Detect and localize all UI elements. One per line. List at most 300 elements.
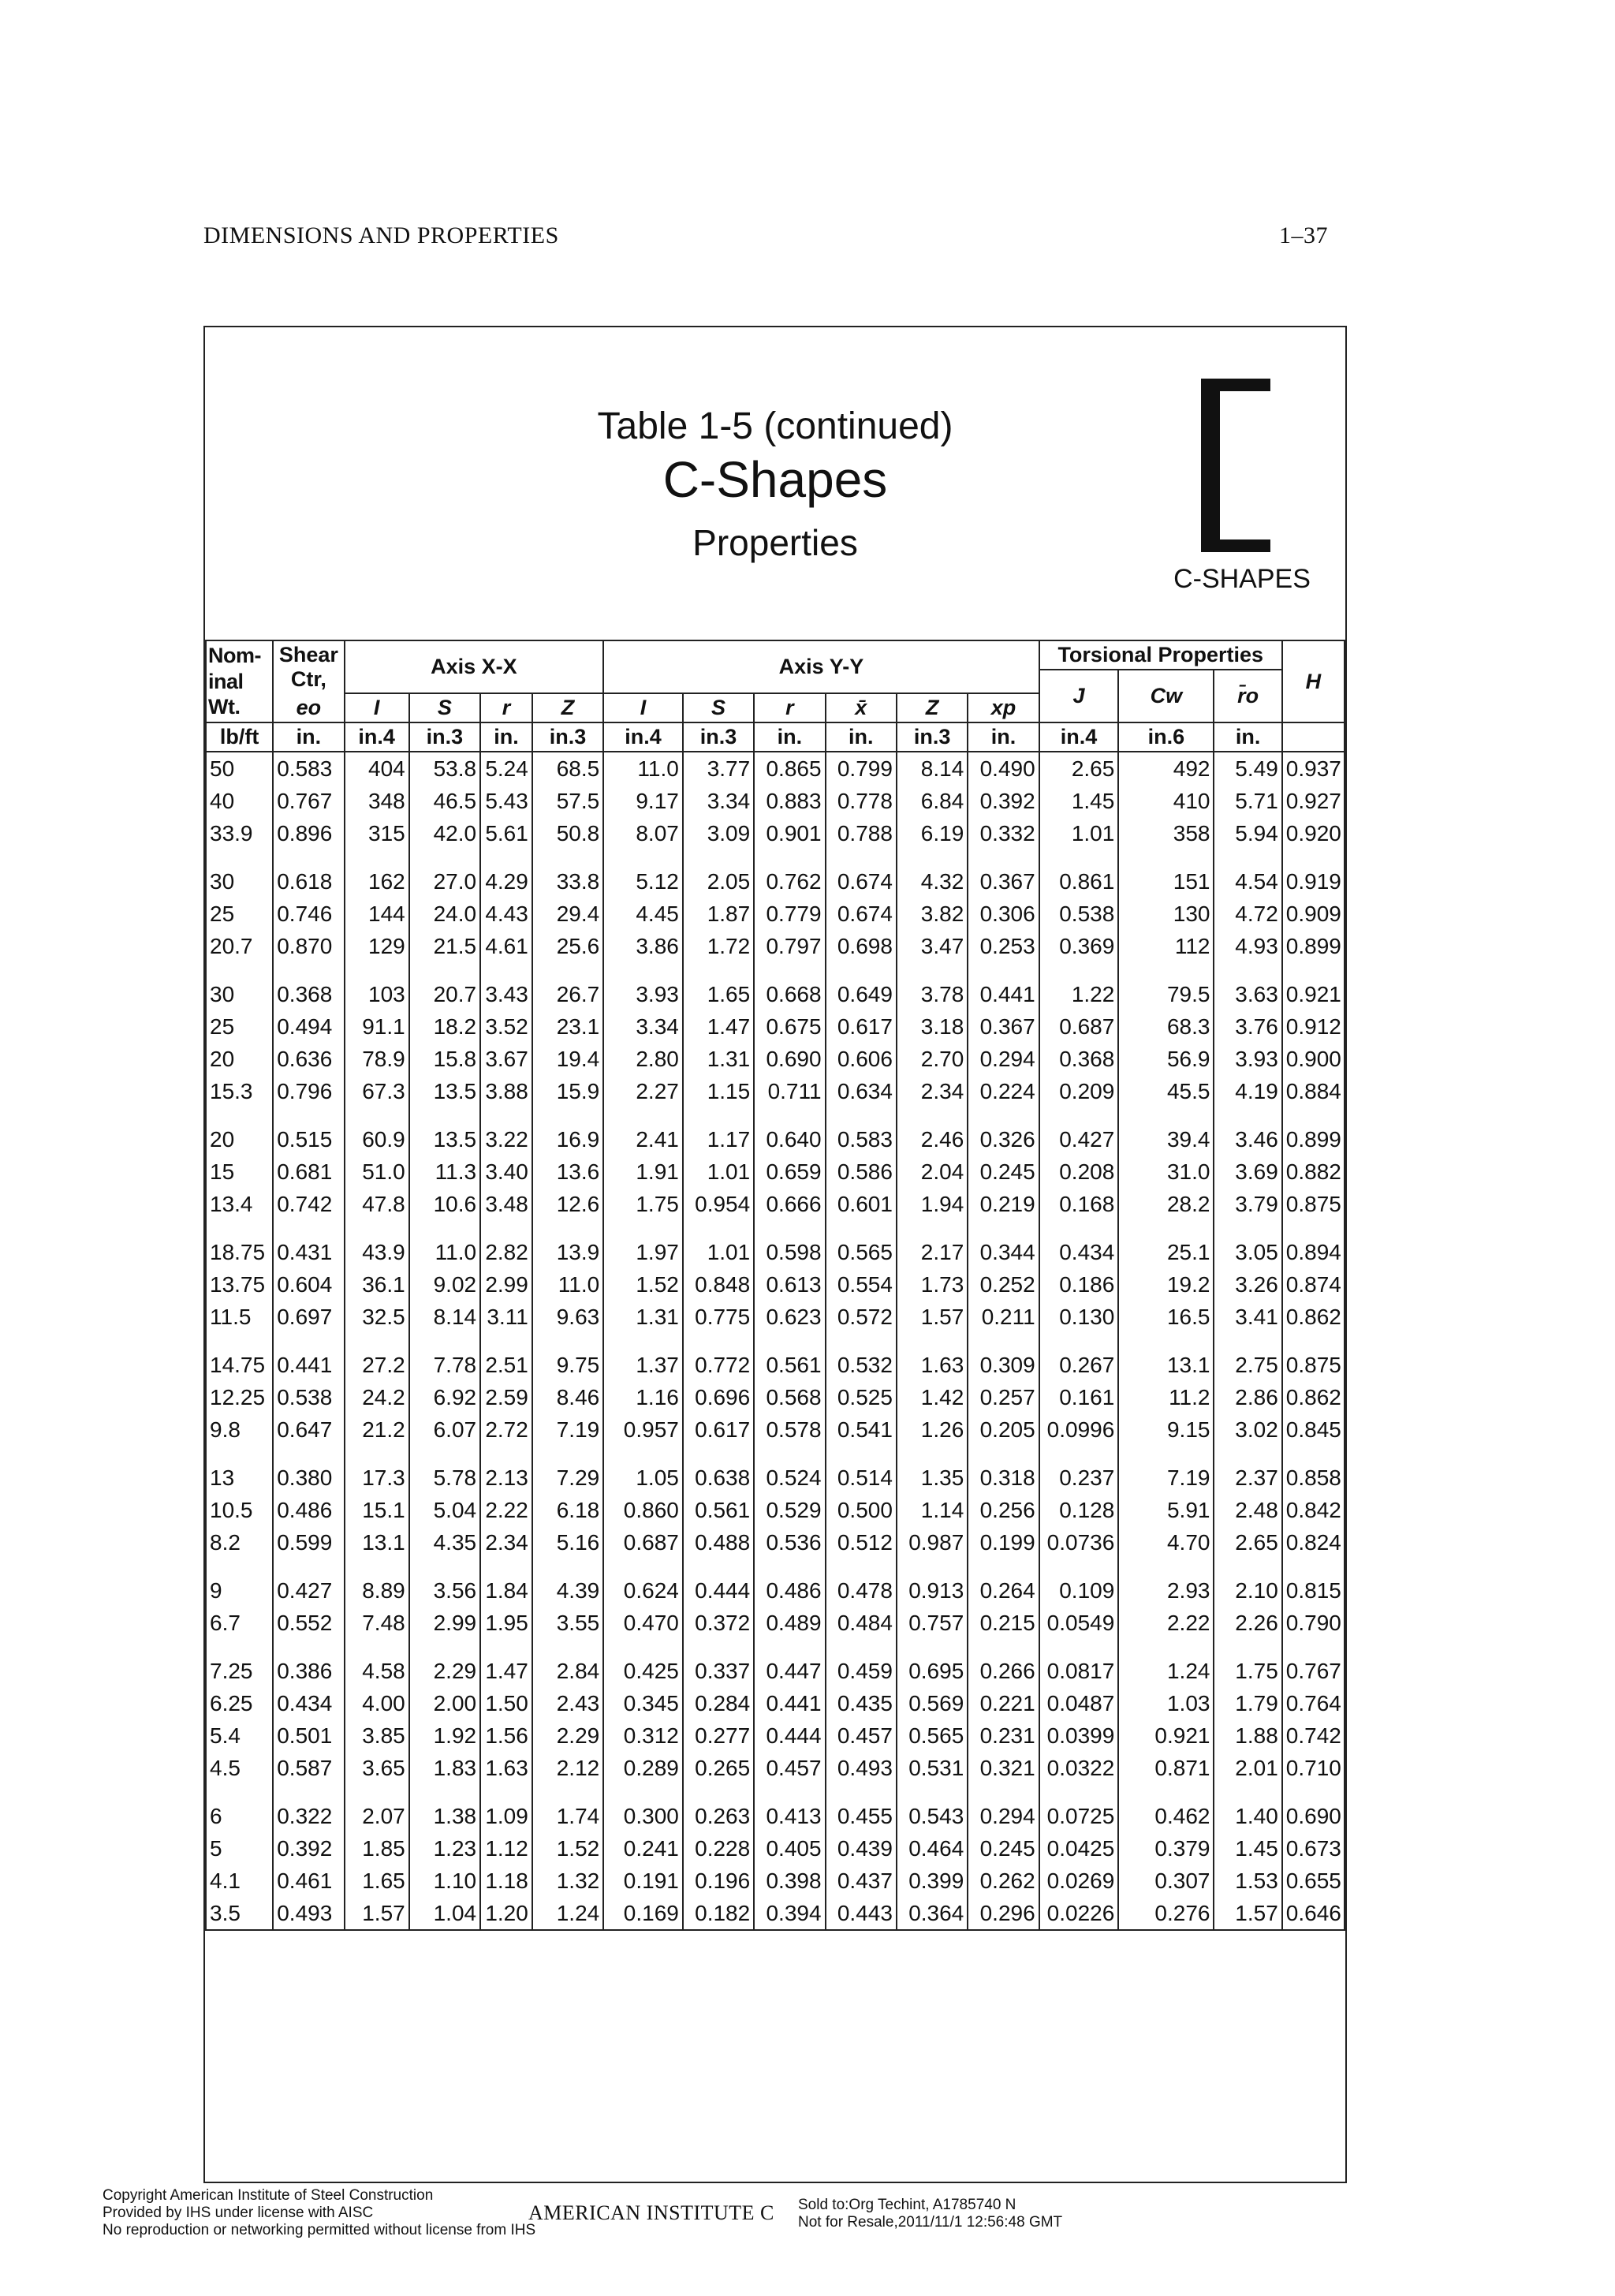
table-title: C-Shapes	[662, 451, 888, 508]
table-cell: 5.12	[603, 865, 683, 898]
table-cell: 27.0	[409, 865, 480, 898]
table-cell: 0.199	[968, 1526, 1039, 1559]
table-cell: 0.561	[754, 1349, 825, 1381]
table-cell: 1.04	[409, 1897, 480, 1930]
table-cell: 3.05	[1214, 1236, 1281, 1268]
spacer-cell	[1118, 1784, 1214, 1800]
table-cell: 0.640	[754, 1123, 825, 1155]
spacer-cell	[409, 1107, 480, 1123]
table-cell: 0.871	[1118, 1752, 1214, 1784]
table-row	[206, 1719, 1345, 1752]
table-cell: 1.74	[532, 1800, 603, 1832]
table-cell: 0.439	[826, 1832, 897, 1865]
spacer-cell	[1214, 849, 1281, 865]
table-cell: 0.901	[754, 817, 825, 849]
table-cell: 0.899	[1282, 930, 1345, 962]
table-cell: 0.647	[273, 1413, 344, 1446]
unit-cell: in.	[968, 722, 1039, 752]
table-cell: 0.870	[273, 930, 344, 962]
table-row	[206, 1574, 1345, 1607]
table-cell: 56.9	[1118, 1043, 1214, 1075]
table-cell: 0.386	[273, 1655, 344, 1687]
unit-cell: in.3	[409, 722, 480, 752]
table-cell: 13.1	[345, 1526, 409, 1559]
table-cell: 2.29	[532, 1719, 603, 1752]
table-cell: 2.86	[1214, 1381, 1281, 1413]
table-cell: 0.569	[897, 1687, 968, 1719]
table-cell: 0.209	[1039, 1075, 1119, 1107]
table-cell: 1.14	[897, 1494, 968, 1526]
table-cell: 0.858	[1282, 1462, 1345, 1494]
table-cell: 39.4	[1118, 1123, 1214, 1155]
table-row	[206, 1526, 1345, 1559]
table-cell: 0.865	[754, 752, 825, 785]
unit-cell: in.3	[897, 722, 968, 752]
table-row	[206, 1123, 1345, 1155]
spacer-cell	[1282, 1784, 1345, 1800]
spacer-cell	[273, 1220, 344, 1236]
table-cell: 50	[206, 752, 273, 785]
nominal-wt-header: Nom- inal Wt.	[206, 640, 273, 722]
spacer-cell	[826, 1784, 897, 1800]
table-cell: 103	[345, 978, 409, 1010]
table-row	[206, 1301, 1345, 1333]
table-cell: 1.87	[683, 898, 754, 930]
table-cell: 4.70	[1118, 1526, 1214, 1559]
table-cell: 0.778	[826, 785, 897, 817]
table-cell: 0.512	[826, 1526, 897, 1559]
table-cell: 1.31	[683, 1043, 754, 1075]
table-cell: 57.5	[532, 785, 603, 817]
table-cell: 0.219	[968, 1188, 1039, 1220]
table-cell: 0.332	[968, 817, 1039, 849]
table-cell: 1.37	[603, 1349, 683, 1381]
table-cell: 0.532	[826, 1349, 897, 1381]
table-cell: 3.79	[1214, 1188, 1281, 1220]
table-cell: 10.5	[206, 1494, 273, 1526]
table-cell: 2.00	[409, 1687, 480, 1719]
table-cell: 0.515	[273, 1123, 344, 1155]
table-cell: 0.742	[273, 1188, 344, 1220]
table-cell: 1.50	[480, 1687, 532, 1719]
table-cell: 5	[206, 1832, 273, 1865]
table-row	[206, 1268, 1345, 1301]
table-cell: 11.0	[532, 1268, 603, 1301]
table-cell: 6	[206, 1800, 273, 1832]
spacer-cell	[754, 1333, 825, 1349]
table-cell: 0.583	[273, 752, 344, 785]
table-cell: 3.63	[1214, 978, 1281, 1010]
table-row	[206, 930, 1345, 962]
table-cell: 0.710	[1282, 1752, 1345, 1784]
spacer-cell	[273, 1784, 344, 1800]
table-cell: 68.5	[532, 752, 603, 785]
spacer-cell	[826, 1446, 897, 1462]
spacer-cell	[1118, 1559, 1214, 1574]
spacer-cell	[480, 1639, 532, 1655]
table-cell: 18.75	[206, 1236, 273, 1268]
table-cell: 0.921	[1118, 1719, 1214, 1752]
spacer-cell	[273, 1333, 344, 1349]
table-cell: 0.379	[1118, 1832, 1214, 1865]
table-cell: 0.306	[968, 898, 1039, 930]
unit-cell: lb/ft	[206, 722, 273, 752]
table-cell: 0.649	[826, 978, 897, 1010]
table-cell: 24.0	[409, 898, 480, 930]
spacer-cell	[826, 1107, 897, 1123]
table-cell: 2.84	[532, 1655, 603, 1687]
table-cell: 0.253	[968, 930, 1039, 962]
spacer-cell	[683, 1333, 754, 1349]
table-cell: 0.161	[1039, 1381, 1119, 1413]
table-cell: 0.623	[754, 1301, 825, 1333]
table-cell: 3.18	[897, 1010, 968, 1043]
table-cell: 5.91	[1118, 1494, 1214, 1526]
table-cell: 0.538	[1039, 898, 1119, 930]
table-cell: 0.263	[683, 1800, 754, 1832]
unit-cell: in.	[826, 722, 897, 752]
spacer-cell	[683, 1446, 754, 1462]
spacer-cell	[968, 1446, 1039, 1462]
table-cell: 0.565	[826, 1236, 897, 1268]
table-cell: 9	[206, 1574, 273, 1607]
table-cell: 0.399	[897, 1865, 968, 1897]
table-cell: 5.71	[1214, 785, 1281, 817]
table-cell: 0.405	[754, 1832, 825, 1865]
spacer-cell	[345, 1107, 409, 1123]
table-cell: 358	[1118, 817, 1214, 849]
table-cell: 0.894	[1282, 1236, 1345, 1268]
table-cell: 2.51	[480, 1349, 532, 1381]
table-cell: 0.767	[1282, 1655, 1345, 1687]
table-cell: 24.2	[345, 1381, 409, 1413]
table-cell: 0.617	[826, 1010, 897, 1043]
table-cell: 3.43	[480, 978, 532, 1010]
table-cell: 0.0399	[1039, 1719, 1119, 1752]
spacer-cell	[409, 1639, 480, 1655]
table-cell: 1.83	[409, 1752, 480, 1784]
table-cell: 3.65	[345, 1752, 409, 1784]
table-cell: 0.883	[754, 785, 825, 817]
table-cell: 0.368	[1039, 1043, 1119, 1075]
table-cell: 3.47	[897, 930, 968, 962]
table-cell: 33.8	[532, 865, 603, 898]
spacer-cell	[968, 1333, 1039, 1349]
spacer-cell	[345, 1446, 409, 1462]
table-cell: 1.56	[480, 1719, 532, 1752]
table-cell: 3.86	[603, 930, 683, 962]
spacer-cell	[480, 962, 532, 978]
table-cell: 0.490	[968, 752, 1039, 785]
table-cell: 0.764	[1282, 1687, 1345, 1719]
table-cell: 1.31	[603, 1301, 683, 1333]
table-row	[206, 1188, 1345, 1220]
table-cell: 45.5	[1118, 1075, 1214, 1107]
spacer-cell	[754, 1784, 825, 1800]
spacer-cell	[1039, 1559, 1119, 1574]
yy-z-header: Z	[897, 693, 968, 722]
unit-cell: in.4	[345, 722, 409, 752]
xx-s-header: S	[409, 693, 480, 722]
table-cell: 1.01	[683, 1155, 754, 1188]
table-cell: 3.52	[480, 1010, 532, 1043]
table-cell: 1.57	[897, 1301, 968, 1333]
table-cell: 0.598	[754, 1236, 825, 1268]
table-cell: 0.797	[754, 930, 825, 962]
table-cell: 0.427	[273, 1574, 344, 1607]
table-cell: 2.70	[897, 1043, 968, 1075]
table-cell: 0.529	[754, 1494, 825, 1526]
table-cell: 11.3	[409, 1155, 480, 1188]
table-row	[206, 1865, 1345, 1897]
table-cell: 50.8	[532, 817, 603, 849]
table-cell: 0.913	[897, 1574, 968, 1607]
table-cell: 0.470	[603, 1607, 683, 1639]
table-cell: 23.1	[532, 1010, 603, 1043]
table-cell: 11.0	[603, 752, 683, 785]
table-cell: 6.07	[409, 1413, 480, 1446]
spacer-cell	[683, 1220, 754, 1236]
table-cell: 2.41	[603, 1123, 683, 1155]
spacer-cell	[345, 962, 409, 978]
spacer-cell	[206, 1333, 273, 1349]
table-cell: 5.43	[480, 785, 532, 817]
spacer-cell	[206, 1559, 273, 1574]
spacer-cell	[480, 1220, 532, 1236]
spacer-cell	[683, 849, 754, 865]
table-cell: 0.624	[603, 1574, 683, 1607]
yy-r-header: r	[754, 693, 825, 722]
table-cell: 0.568	[754, 1381, 825, 1413]
table-cell: 0.444	[683, 1574, 754, 1607]
ro-header: r̄o	[1214, 670, 1281, 722]
table-cell: 0.345	[603, 1687, 683, 1719]
table-cell: 42.0	[409, 817, 480, 849]
table-cell: 7.25	[206, 1655, 273, 1687]
table-cell: 0.757	[897, 1607, 968, 1639]
table-cell: 0.862	[1282, 1301, 1345, 1333]
table-subtitle: Properties	[692, 522, 858, 563]
table-row	[206, 865, 1345, 898]
spacer-cell	[603, 962, 683, 978]
table-cell: 1.91	[603, 1155, 683, 1188]
spacer-cell	[1214, 1220, 1281, 1236]
spacer-cell	[968, 1784, 1039, 1800]
table-cell: 0.0487	[1039, 1687, 1119, 1719]
spacer-cell	[532, 1784, 603, 1800]
table-cell: 9.02	[409, 1268, 480, 1301]
table-cell: 1.63	[480, 1752, 532, 1784]
unit-cell: in.3	[683, 722, 754, 752]
table-cell: 0.655	[1282, 1865, 1345, 1897]
unit-cell: in.4	[603, 722, 683, 752]
spacer-cell	[1118, 1107, 1214, 1123]
spacer-cell	[1214, 1107, 1281, 1123]
table-cell: 0.824	[1282, 1526, 1345, 1559]
table-cell: 0.587	[273, 1752, 344, 1784]
group-spacer	[206, 1559, 1345, 1574]
spacer-cell	[1039, 1784, 1119, 1800]
table-cell: 3.67	[480, 1043, 532, 1075]
table-cell: 3.93	[603, 978, 683, 1010]
table-cell: 0.541	[826, 1413, 897, 1446]
table-cell: 0.266	[968, 1655, 1039, 1687]
table-cell: 0.604	[273, 1268, 344, 1301]
table-cell: 2.72	[480, 1413, 532, 1446]
table-cell: 0.296	[968, 1897, 1039, 1930]
table-cell: 0.318	[968, 1462, 1039, 1494]
xx-i-header: I	[345, 693, 409, 722]
spacer-cell	[826, 849, 897, 865]
spacer-cell	[345, 1220, 409, 1236]
table-cell: 1.12	[480, 1832, 532, 1865]
table-cell: 4.72	[1214, 898, 1281, 930]
table-cell: 0.168	[1039, 1188, 1119, 1220]
table-cell: 0.565	[897, 1719, 968, 1752]
table-cell: 0.437	[826, 1865, 897, 1897]
spacer-cell	[1282, 1559, 1345, 1574]
spacer-cell	[754, 1559, 825, 1574]
table-cell: 1.85	[345, 1832, 409, 1865]
spacer-cell	[603, 1446, 683, 1462]
spacer-cell	[1118, 1446, 1214, 1462]
spacer-cell	[968, 1559, 1039, 1574]
table-cell: 4.54	[1214, 865, 1281, 898]
table-row	[206, 1655, 1345, 1687]
table-row	[206, 1897, 1345, 1930]
table-cell: 21.2	[345, 1413, 409, 1446]
table-row	[206, 1413, 1345, 1446]
group-spacer	[206, 1107, 1345, 1123]
table-cell: 0.488	[683, 1526, 754, 1559]
table-cell: 2.99	[480, 1268, 532, 1301]
spacer-cell	[968, 849, 1039, 865]
table-cell: 13.6	[532, 1155, 603, 1188]
table-cell: 5.94	[1214, 817, 1281, 849]
group-spacer	[206, 1784, 1345, 1800]
table-cell: 5.16	[532, 1526, 603, 1559]
table-cell: 0.617	[683, 1413, 754, 1446]
table-cell: 25	[206, 898, 273, 930]
spacer-cell	[480, 1333, 532, 1349]
table-row	[206, 1462, 1345, 1494]
table-cell: 15.8	[409, 1043, 480, 1075]
table-cell: 2.34	[480, 1526, 532, 1559]
table-cell: 0.0226	[1039, 1897, 1119, 1930]
h-header: H	[1282, 640, 1345, 722]
table-cell: 60.9	[345, 1123, 409, 1155]
table-cell: 46.5	[409, 785, 480, 817]
table-row	[206, 752, 1345, 785]
copyright-notice	[103, 2187, 535, 2239]
table-cell: 4.32	[897, 865, 968, 898]
table-cell: 1.01	[683, 1236, 754, 1268]
table-cell: 0.380	[273, 1462, 344, 1494]
table-cell: 2.05	[683, 865, 754, 898]
table-cell: 0.0425	[1039, 1832, 1119, 1865]
spacer-cell	[603, 1559, 683, 1574]
table-cell: 1.79	[1214, 1687, 1281, 1719]
table-cell: 7.19	[532, 1413, 603, 1446]
table-cell: 2.93	[1118, 1574, 1214, 1607]
table-cell: 4.29	[480, 865, 532, 898]
unit-cell: in.	[754, 722, 825, 752]
table-number: Table 1-5 (continued)	[597, 405, 953, 447]
table-cell: 9.15	[1118, 1413, 1214, 1446]
unit-cell: in.4	[1039, 722, 1119, 752]
table-cell: 0.779	[754, 898, 825, 930]
table-row	[206, 1349, 1345, 1381]
spacer-cell	[273, 1559, 344, 1574]
table-cell: 112	[1118, 930, 1214, 962]
table-cell: 3.69	[1214, 1155, 1281, 1188]
table-cell: 0.909	[1282, 898, 1345, 930]
table-cell: 1.35	[897, 1462, 968, 1494]
table-row	[206, 1687, 1345, 1719]
yy-s-header: S	[683, 693, 754, 722]
table-body	[206, 752, 1345, 1930]
spacer-cell	[754, 1446, 825, 1462]
table-cell: 27.2	[345, 1349, 409, 1381]
header-row-1	[206, 640, 1345, 670]
table-cell: 0.309	[968, 1349, 1039, 1381]
table-cell: 0.536	[754, 1526, 825, 1559]
table-cell: 2.22	[480, 1494, 532, 1526]
unit-cell: in.	[273, 722, 344, 752]
table-cell: 1.52	[603, 1268, 683, 1301]
group-spacer	[206, 1639, 1345, 1655]
eo-header: eo	[273, 693, 344, 722]
table-cell: 0.0725	[1039, 1800, 1119, 1832]
spacer-cell	[409, 1559, 480, 1574]
table-cell: 16.9	[532, 1123, 603, 1155]
table-cell: 19.4	[532, 1043, 603, 1075]
table-cell: 0.746	[273, 898, 344, 930]
spacer-cell	[532, 1333, 603, 1349]
table-cell: 1.97	[603, 1236, 683, 1268]
table-cell: 11.5	[206, 1301, 273, 1333]
table-cell: 0.848	[683, 1268, 754, 1301]
table-cell: 315	[345, 817, 409, 849]
table-cell: 3.85	[345, 1719, 409, 1752]
table-cell: 13.4	[206, 1188, 273, 1220]
table-cell: 2.04	[897, 1155, 968, 1188]
table-cell: 30	[206, 978, 273, 1010]
table-cell: 4.43	[480, 898, 532, 930]
table-cell: 492	[1118, 752, 1214, 785]
table-cell: 0.245	[968, 1832, 1039, 1865]
spacer-cell	[754, 962, 825, 978]
spacer-cell	[409, 849, 480, 865]
table-cell: 1.73	[897, 1268, 968, 1301]
table-cell: 0.874	[1282, 1268, 1345, 1301]
table-cell: 0.182	[683, 1897, 754, 1930]
publisher-name: AMERICAN INSTITUTE C	[528, 2201, 774, 2224]
table-cell: 15.9	[532, 1075, 603, 1107]
table-cell: 0.434	[1039, 1236, 1119, 1268]
cw-header: Cw	[1118, 670, 1214, 722]
table-cell: 7.48	[345, 1607, 409, 1639]
table-cell: 25.1	[1118, 1236, 1214, 1268]
table-cell: 33.9	[206, 817, 273, 849]
table-cell: 0.215	[968, 1607, 1039, 1639]
table-cell: 0.493	[826, 1752, 897, 1784]
table-cell: 2.29	[409, 1655, 480, 1687]
spacer-cell	[1214, 1333, 1281, 1349]
table-cell: 0.186	[1039, 1268, 1119, 1301]
spacer-cell	[1039, 1446, 1119, 1462]
table-cell: 32.5	[345, 1301, 409, 1333]
